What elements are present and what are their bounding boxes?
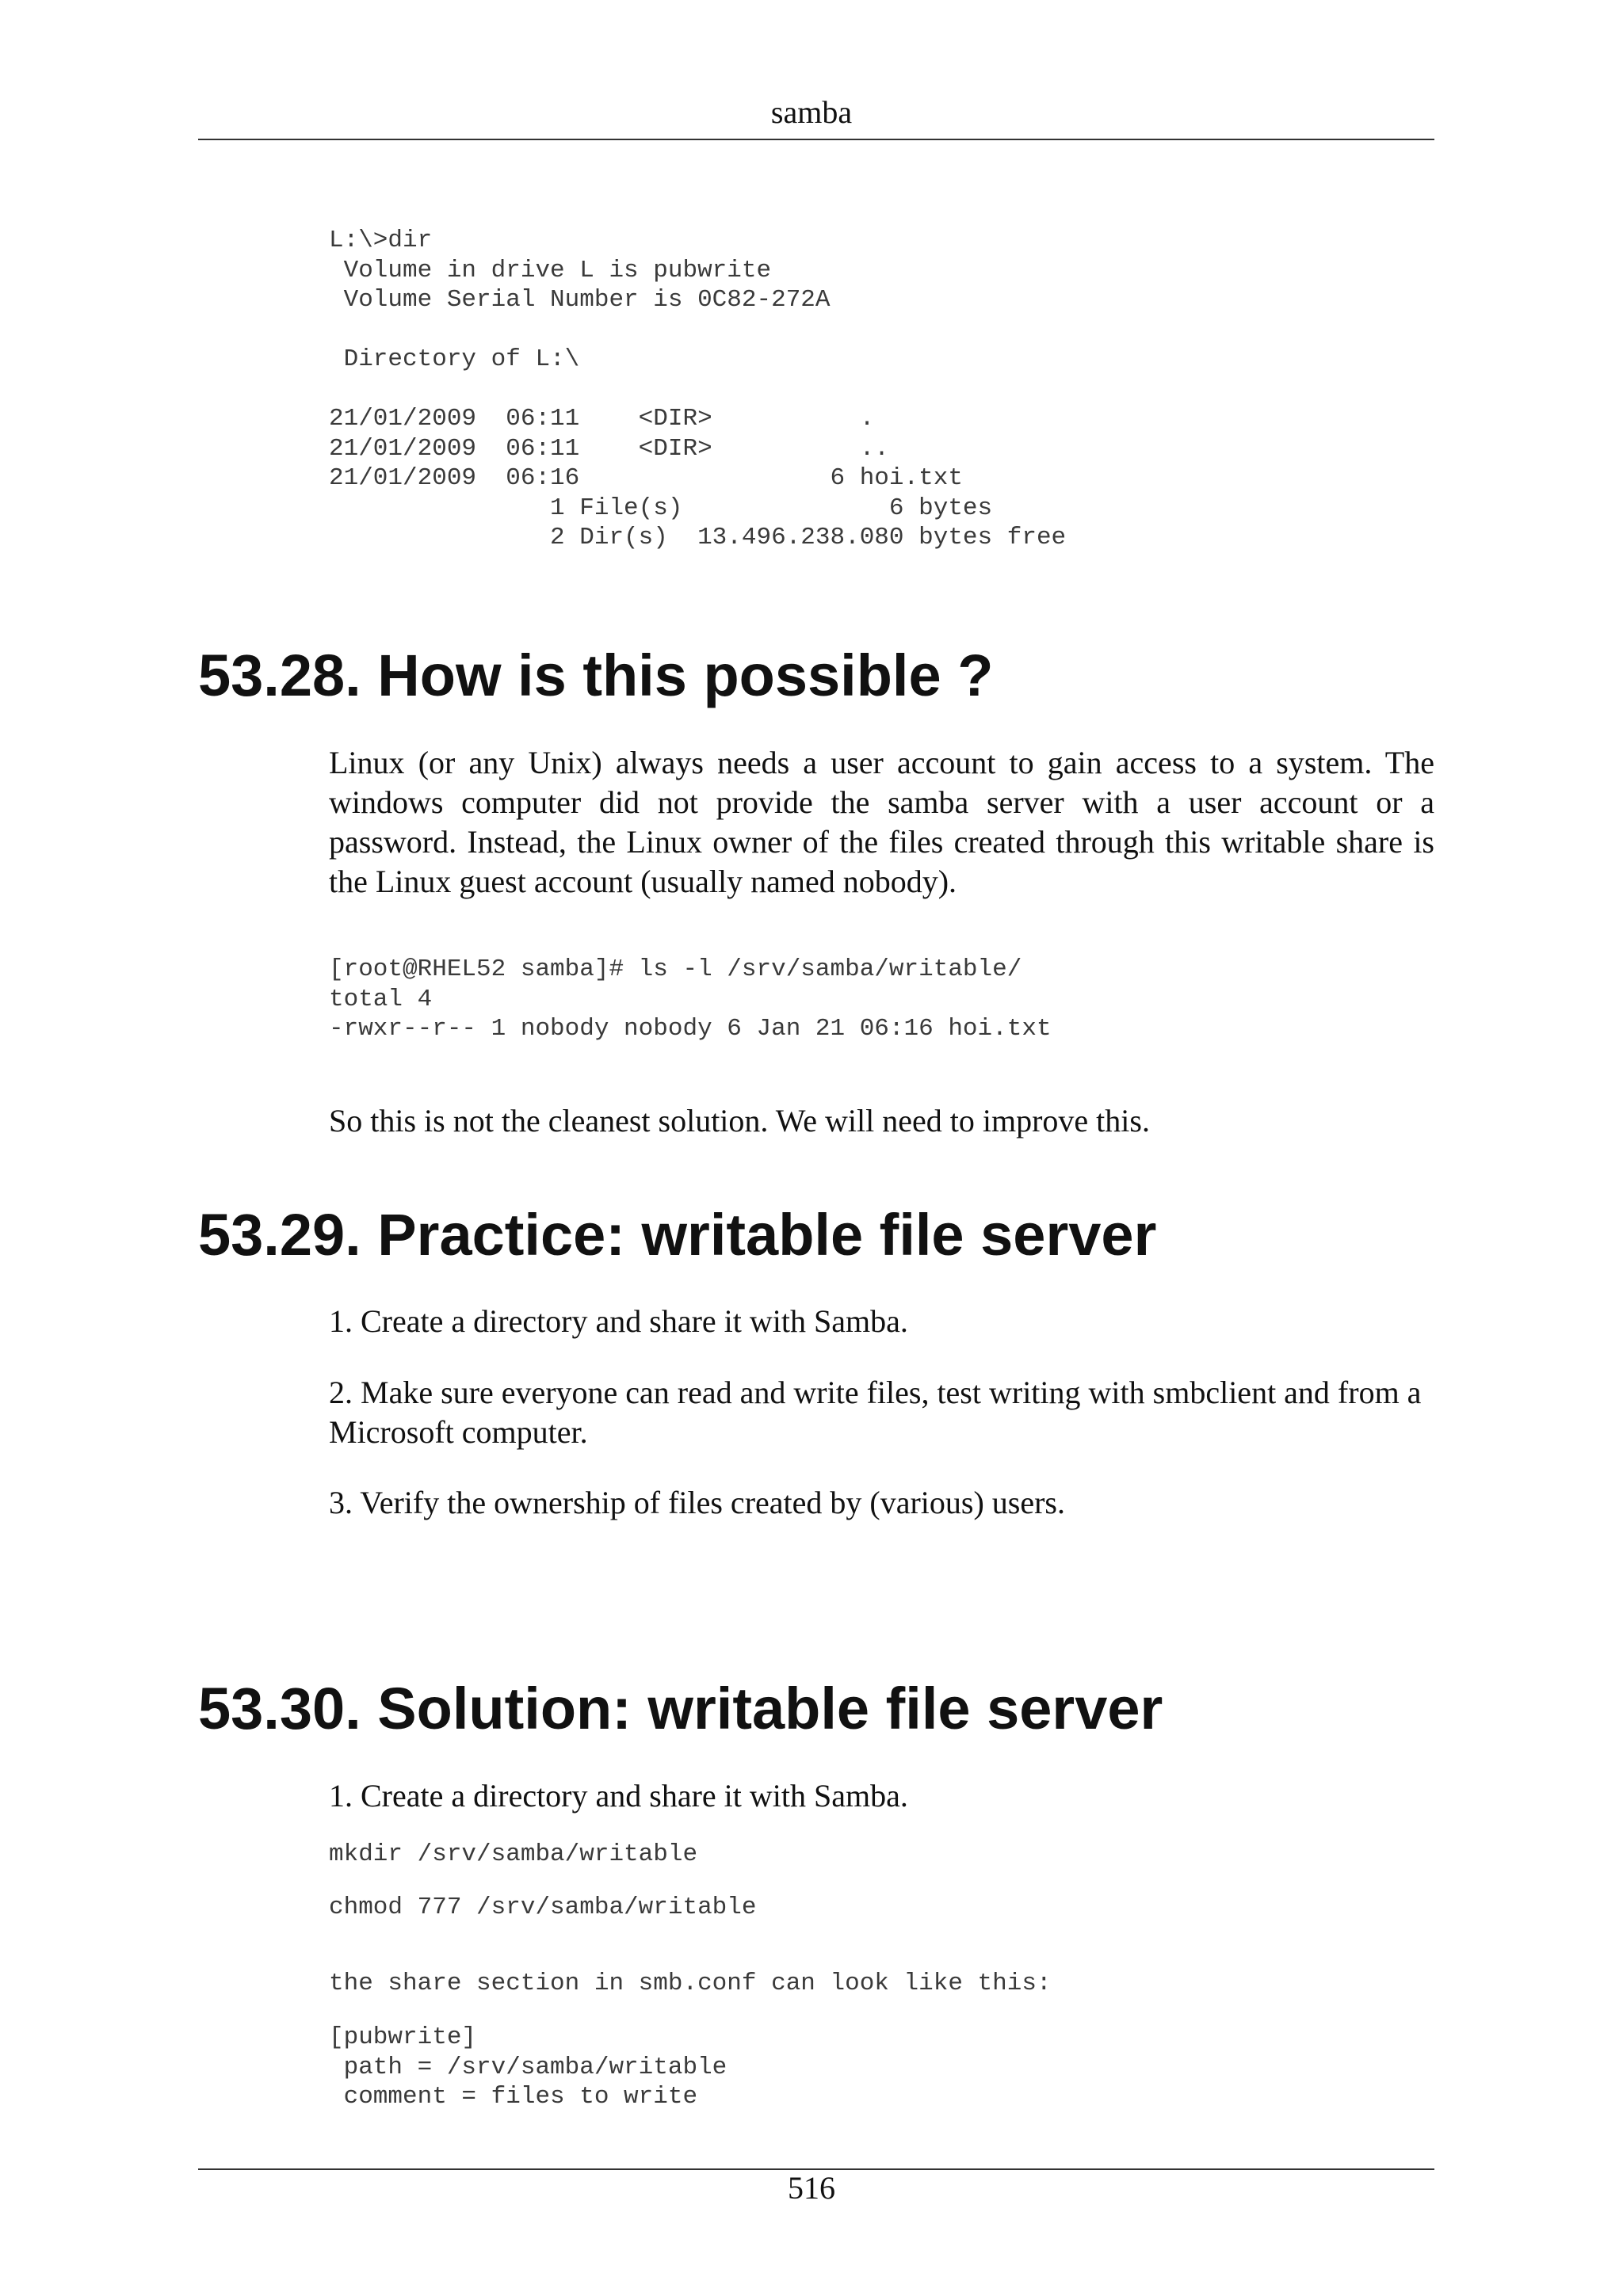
practice-item-1: 1. Create a directory and share it with Samba. — [329, 1303, 908, 1339]
dir-output-code: L:\>dir Volume in drive L is pubwrite Volume Serial Number is 0C82-272A Directory of L:\ 21/01/2009 06:11 <DIR> . 21/01/2009 06:11 <DIR> .. 21/01/2009 06:16 6 hoi.txt 1 File(s) 6 bytes 2 Dir(s) 13.496.238.080 bytes free — [329, 227, 1067, 551]
section-53-30-heading: 53.30. Solution: writable file server — [198, 1676, 1163, 1741]
chmod-code: chmod 777 /srv/samba/writable — [329, 1894, 757, 1921]
section-53-29-heading: 53.29. Practice: writable file server — [198, 1202, 1157, 1268]
solution-item-1: 1. Create a directory and share it with Samba. — [329, 1778, 908, 1814]
ls-output-code: [root@RHEL52 samba]# ls -l /srv/samba/writable/ total 4 -rwxr--r-- 1 nobody nobody 6 Jan 21 06:16 hoi.txt — [329, 955, 1052, 1043]
mkdir-code: mkdir /srv/samba/writable — [329, 1840, 698, 1868]
section-53-28-heading: 53.28. How is this possible ? — [198, 643, 994, 708]
practice-item-2: 2. Make sure everyone can read and write files, test writing with smbclient and from a Microsoft computer. — [329, 1375, 1422, 1450]
section-53-28-conclusion: So this is not the cleanest solution. We will need to improve this. — [329, 1103, 1150, 1138]
share-note-code: the share section in smb.conf can look like this: — [329, 1970, 1052, 1997]
section-53-28-paragraph: Linux (or any Unix) always needs a user account to gain access to a system. The windows computer did not provide the samba server with a user account or a password. Instead, the Linux owner of the files created through this writable share is the Linux guest account (usually named nobody). — [329, 745, 1434, 899]
header-rule — [198, 139, 1434, 140]
page-number: 516 — [788, 2170, 835, 2206]
practice-item-3: 3. Verify the ownership of files created by (various) users. — [329, 1485, 1065, 1520]
running-header: samba — [770, 94, 853, 130]
smb-conf-share-code: [pubwrite] path = /srv/samba/writable comment = files to write — [329, 2023, 727, 2111]
